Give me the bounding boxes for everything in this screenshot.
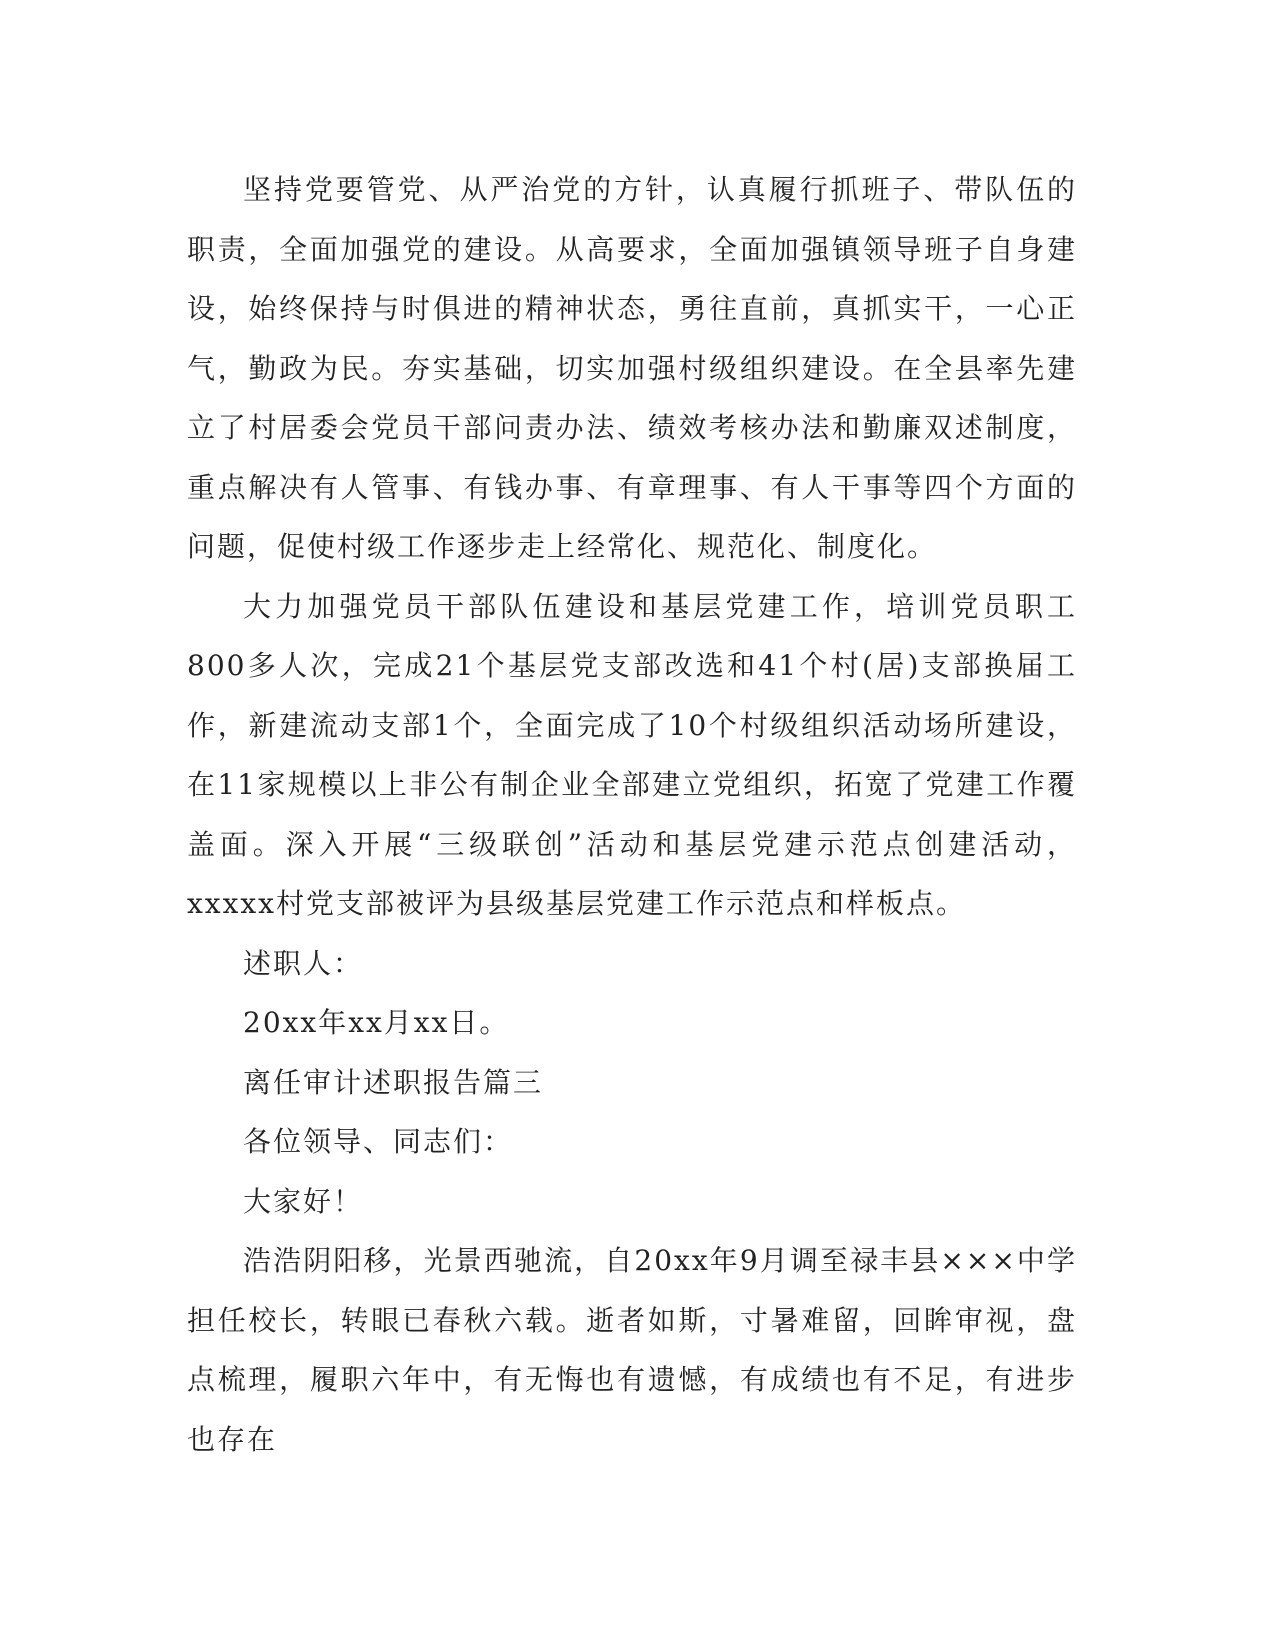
document-body	[187, 160, 1077, 1469]
paragraph-party-building: 坚持党要管党、从严治党的方针，认真履行抓班子、带队伍的职责，全面加强党的建设。从高要求，全面加强镇领导班子自身建设，始终保持与时俱进的精神状态，勇往直前，真抓实干，一心正气，勤政为民。夯实基础，切实加强村级组织建设。在全县率先建立了村居委会党员干部问责办法、绩效考核办法和勤廉双述制度，重点解决有人管事、有钱办事、有章理事、有人干事等四个方面的问题，促使村级工作逐步走上经常化、规范化、制度化。	[187, 173, 1077, 563]
signature-label: 述职人：	[243, 946, 364, 980]
paragraph-cadre-team: 大力加强党员干部队伍建设和基层党建工作，培训党员职工800多人次，完成21个基层党支部改选和41个村(居)支部换届工作，新建流动支部1个，全面完成了10个村级组织活动场所建设，在11家规模以上非公有制企业全部建立党组织，拓宽了党建工作覆盖面。深入开展“三级联创”活动和基层党建示范点创建活动，xxxxx村党支部被评为县级基层党建工作示范点和样板点。	[187, 589, 1077, 920]
report-date: 20xx年xx月xx日。	[243, 1006, 510, 1039]
section-title: 离任审计述职报告篇三	[243, 1065, 544, 1099]
greeting: 大家好！	[243, 1184, 364, 1218]
salutation: 各位领导、同志们：	[243, 1125, 514, 1158]
paragraph-principal-review: 浩浩阴阳移，光景西驰流，自20xx年9月调至禄丰县×××中学担任校长，转眼已春秋六载。逝者如斯，寸暑难留，回眸审视，盘点梳理，履职六年中，有无悔也有遗憾，有成绩也有不足，有进步也存在	[187, 1244, 1077, 1456]
